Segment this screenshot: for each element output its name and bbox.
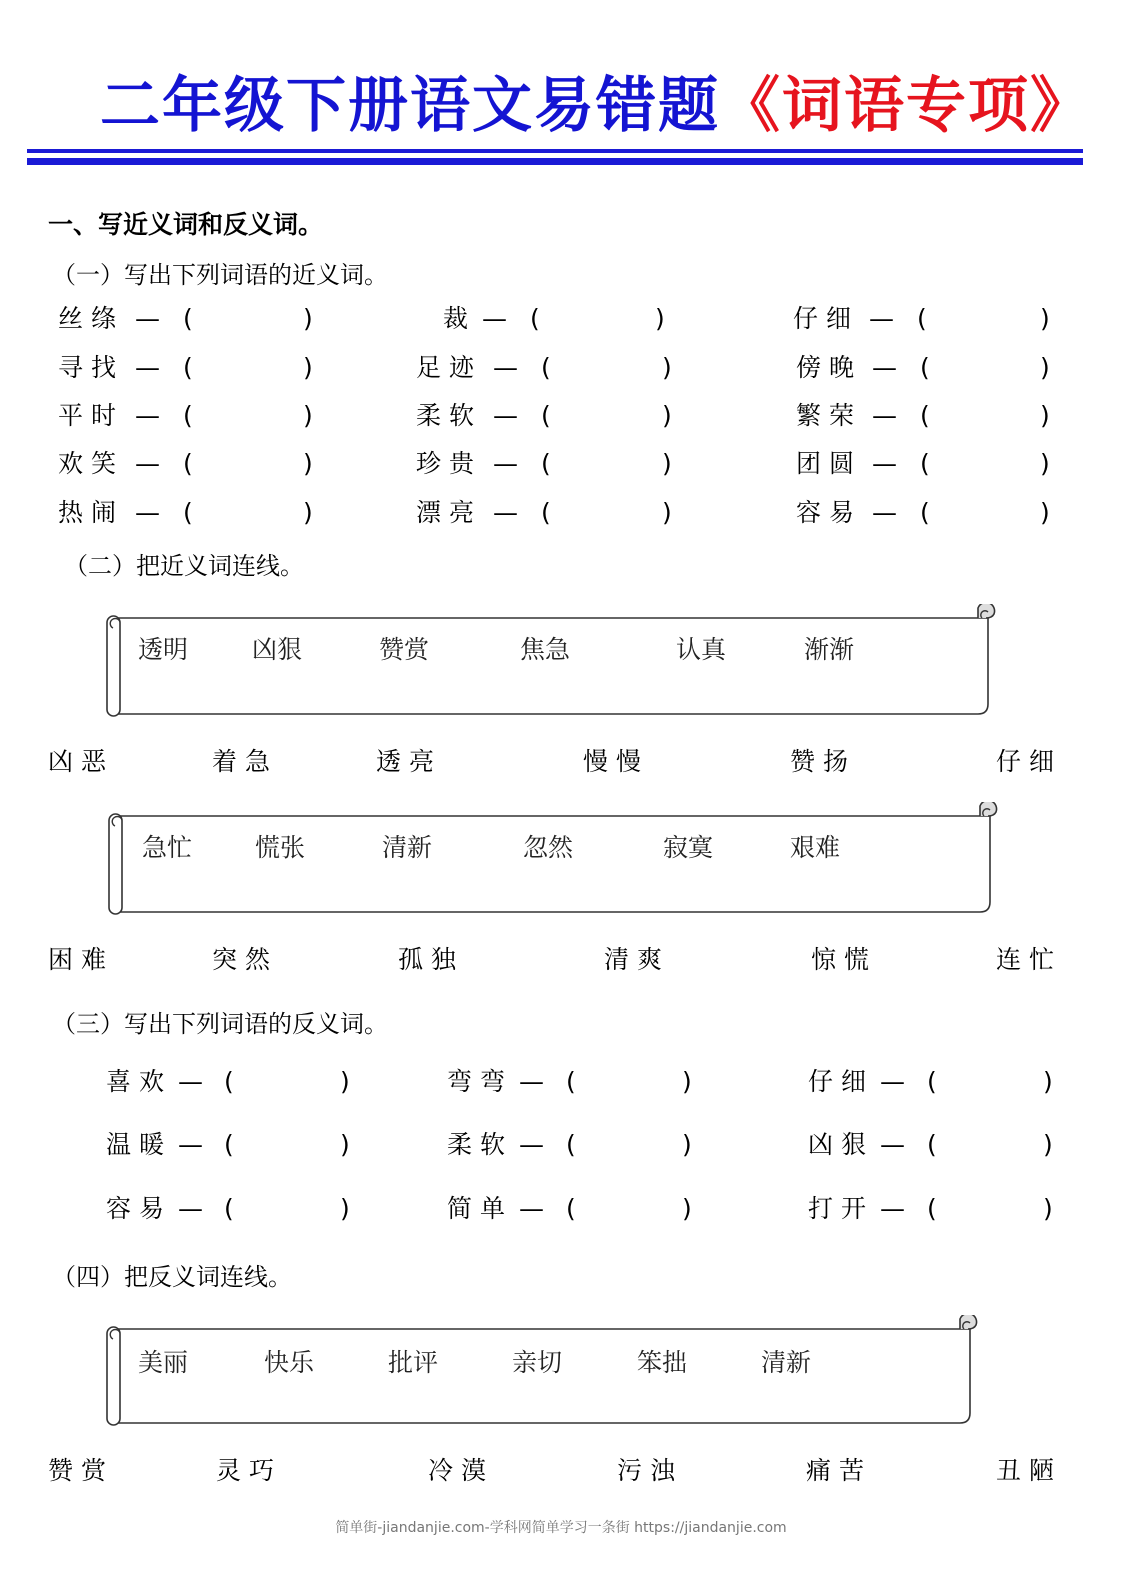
title-rule-thick — [27, 158, 1083, 165]
open-paren: ( — [541, 401, 551, 430]
answer-blank[interactable] — [197, 399, 299, 433]
open-paren: ( — [920, 353, 930, 382]
open-paren: ( — [917, 304, 927, 333]
footer-watermark: 简单街-jiandanjie.com-学科网简单学习一条街 https://jiandanjie.com — [335, 1520, 787, 1536]
scroll-word: 透明 — [138, 635, 189, 664]
answer-blank[interactable] — [941, 1192, 1039, 1226]
answer-blank[interactable] — [941, 1128, 1039, 1162]
word-scroll-1 — [104, 604, 1000, 718]
prompt-word: 仔细 — [793, 304, 860, 333]
close-paren: ) — [1040, 498, 1050, 527]
dash-separator: — — [135, 353, 160, 382]
open-paren: ( — [920, 498, 930, 527]
open-paren: ( — [183, 304, 193, 333]
open-paren: ( — [183, 401, 193, 430]
prompt-word: 喜欢 — [106, 1067, 173, 1096]
dash-separator: — — [135, 304, 160, 333]
match-word-row-2 — [0, 940, 1122, 974]
match-word[interactable]: 着急 — [212, 747, 279, 776]
fill-item — [808, 1128, 1063, 1162]
prompt-word: 凶狠 — [808, 1130, 875, 1159]
fill-item — [58, 399, 323, 433]
open-paren: ( — [541, 353, 551, 382]
open-paren: ( — [920, 401, 930, 430]
prompt-word: 平时 — [58, 401, 125, 430]
match-word[interactable]: 凶恶 — [48, 747, 115, 776]
answer-blank[interactable] — [934, 399, 1039, 433]
dash-separator: — — [872, 353, 897, 382]
prompt-word: 裁 — [443, 304, 477, 333]
page-title — [100, 66, 1092, 146]
fill-item — [416, 496, 672, 530]
match-word[interactable]: 孤独 — [398, 945, 465, 974]
dash-separator: — — [178, 1194, 203, 1223]
scroll-word: 亲切 — [512, 1348, 563, 1377]
dash-separator: — — [872, 449, 897, 478]
match-word-row-1 — [0, 742, 1122, 776]
open-paren: ( — [541, 498, 551, 527]
answer-blank[interactable] — [580, 1065, 678, 1099]
open-paren: ( — [183, 449, 193, 478]
answer-blank[interactable] — [580, 1192, 678, 1226]
part3-heading: （三）写出下列词语的反义词。 — [52, 1010, 388, 1038]
match-word[interactable]: 连忙 — [996, 945, 1063, 974]
scroll-word: 赞赏 — [379, 635, 430, 664]
part1-heading: （一）写出下列词语的近义词。 — [52, 261, 388, 289]
fill-item — [58, 351, 323, 385]
fill-item — [808, 1065, 1063, 1099]
prompt-word: 丝绦 — [58, 304, 125, 333]
open-paren: ( — [927, 1067, 937, 1096]
dash-separator: — — [178, 1067, 203, 1096]
prompt-word: 团圆 — [796, 449, 863, 478]
close-paren: ) — [303, 498, 313, 527]
close-paren: ) — [1040, 449, 1050, 478]
fill-item — [416, 447, 672, 481]
prompt-word: 热闹 — [58, 498, 125, 527]
fill-item — [796, 447, 1063, 481]
answer-blank[interactable] — [517, 399, 624, 433]
answer-blank[interactable] — [517, 351, 624, 385]
answer-blank[interactable] — [934, 351, 1039, 385]
prompt-word: 温暖 — [106, 1130, 173, 1159]
open-paren: ( — [541, 449, 551, 478]
close-paren: ) — [1040, 401, 1050, 430]
dash-separator: — — [872, 498, 897, 527]
scroll-word: 凶狠 — [252, 635, 303, 664]
scroll-word: 渐渐 — [804, 635, 855, 664]
answer-blank[interactable] — [517, 447, 624, 481]
close-paren: ) — [655, 304, 665, 333]
scroll-word: 忽然 — [523, 833, 574, 862]
close-paren: ) — [303, 304, 313, 333]
match-word[interactable]: 清爽 — [604, 945, 671, 974]
close-paren: ) — [303, 449, 313, 478]
section-heading: 一、写近义词和反义词。 — [48, 210, 324, 239]
part2-heading: （二）把近义词连线。 — [64, 552, 304, 580]
scroll-word: 慌张 — [255, 833, 306, 862]
fill-item — [796, 496, 1063, 530]
fill-item — [58, 496, 323, 530]
prompt-word: 容易 — [796, 498, 863, 527]
prompt-word: 欢笑 — [58, 449, 125, 478]
match-word[interactable]: 赞赏 — [48, 1456, 115, 1485]
close-paren: ) — [1043, 1130, 1053, 1159]
prompt-word: 柔软 — [447, 1130, 514, 1159]
close-paren: ) — [1043, 1194, 1053, 1223]
answer-blank[interactable] — [197, 447, 299, 481]
word-scroll-3 — [104, 1315, 982, 1427]
open-paren: ( — [530, 304, 540, 333]
prompt-word: 弯弯 — [447, 1067, 514, 1096]
prompt-word: 柔软 — [416, 401, 483, 430]
answer-blank[interactable] — [931, 302, 1036, 336]
dash-separator: — — [135, 498, 160, 527]
dash-separator: — — [493, 401, 518, 430]
fill-item — [58, 302, 323, 336]
prompt-word: 足迹 — [416, 353, 483, 382]
open-paren: ( — [224, 1130, 234, 1159]
prompt-word: 寻找 — [58, 353, 125, 382]
answer-blank[interactable] — [517, 496, 624, 530]
match-word[interactable]: 透亮 — [376, 747, 443, 776]
fill-item — [796, 351, 1063, 385]
part4-heading: （四）把反义词连线。 — [52, 1263, 292, 1291]
close-paren: ) — [340, 1130, 350, 1159]
match-word[interactable]: 仔细 — [996, 747, 1063, 776]
dash-separator: — — [880, 1194, 905, 1223]
dash-separator: — — [880, 1067, 905, 1096]
dash-separator: — — [869, 304, 894, 333]
open-paren: ( — [566, 1130, 576, 1159]
answer-blank[interactable] — [580, 1128, 678, 1162]
open-paren: ( — [224, 1194, 234, 1223]
open-paren: ( — [920, 449, 930, 478]
open-paren: ( — [224, 1067, 234, 1096]
dash-separator: — — [482, 304, 507, 333]
prompt-word: 容易 — [106, 1194, 173, 1223]
dash-separator: — — [178, 1130, 203, 1159]
match-word[interactable]: 冷漠 — [428, 1456, 495, 1485]
close-paren: ) — [340, 1194, 350, 1223]
match-word[interactable]: 灵巧 — [216, 1456, 283, 1485]
dash-separator: — — [880, 1130, 905, 1159]
answer-blank[interactable] — [238, 1065, 336, 1099]
close-paren: ) — [682, 1067, 692, 1096]
answer-blank[interactable] — [934, 447, 1039, 481]
fill-item — [416, 351, 672, 385]
fill-item — [106, 1128, 360, 1162]
fill-item — [796, 399, 1063, 433]
answer-blank[interactable] — [544, 302, 651, 336]
match-word[interactable]: 困难 — [48, 945, 115, 974]
close-paren: ) — [662, 498, 672, 527]
title-rule-thin — [27, 149, 1083, 153]
dash-separator: — — [135, 449, 160, 478]
match-word[interactable]: 慢慢 — [583, 747, 650, 776]
prompt-word: 简单 — [447, 1194, 514, 1223]
dash-separator: — — [493, 498, 518, 527]
fill-item — [793, 302, 1060, 336]
answer-blank[interactable] — [238, 1192, 336, 1226]
prompt-word: 打开 — [808, 1194, 875, 1223]
scroll-word: 寂寞 — [663, 833, 714, 862]
answer-blank[interactable] — [197, 302, 299, 336]
open-paren: ( — [927, 1194, 937, 1223]
answer-blank[interactable] — [197, 496, 299, 530]
scroll-word: 清新 — [382, 833, 433, 862]
close-paren: ) — [1043, 1067, 1053, 1096]
fill-item — [443, 302, 675, 336]
close-paren: ) — [1040, 353, 1050, 382]
match-word[interactable]: 赞扬 — [790, 747, 857, 776]
scroll-word: 快乐 — [264, 1348, 315, 1377]
open-paren: ( — [566, 1194, 576, 1223]
scroll-word: 认真 — [676, 635, 727, 664]
prompt-word: 珍贵 — [416, 449, 483, 478]
answer-blank[interactable] — [934, 496, 1039, 530]
open-paren: ( — [927, 1130, 937, 1159]
open-paren: ( — [566, 1067, 576, 1096]
match-word-row-3 — [0, 1451, 1122, 1485]
close-paren: ) — [1040, 304, 1050, 333]
answer-blank[interactable] — [197, 351, 299, 385]
match-word[interactable]: 污浊 — [617, 1456, 684, 1485]
open-paren: ( — [183, 498, 193, 527]
answer-blank[interactable] — [941, 1065, 1039, 1099]
title-main: 二年级下册语文易错题 — [100, 71, 720, 141]
dash-separator: — — [493, 353, 518, 382]
close-paren: ) — [682, 1194, 692, 1223]
prompt-word: 傍晚 — [796, 353, 863, 382]
match-word[interactable]: 惊慌 — [811, 945, 878, 974]
scroll-word: 笨拙 — [637, 1348, 688, 1377]
title-highlight: 《词语专项》 — [720, 71, 1092, 141]
scroll-word: 清新 — [761, 1348, 812, 1377]
dash-separator: — — [493, 449, 518, 478]
prompt-word: 漂亮 — [416, 498, 483, 527]
match-word[interactable]: 丑陋 — [996, 1456, 1063, 1485]
close-paren: ) — [662, 353, 672, 382]
close-paren: ) — [303, 353, 313, 382]
close-paren: ) — [662, 401, 672, 430]
fill-item — [447, 1192, 702, 1226]
close-paren: ) — [682, 1130, 692, 1159]
fill-item — [447, 1065, 702, 1099]
fill-item — [58, 447, 323, 481]
match-word[interactable]: 痛苦 — [806, 1456, 873, 1485]
fill-item — [447, 1128, 702, 1162]
close-paren: ) — [340, 1067, 350, 1096]
answer-blank[interactable] — [238, 1128, 336, 1162]
scroll-word: 批评 — [388, 1348, 439, 1377]
dash-separator: — — [519, 1067, 544, 1096]
fill-item — [416, 399, 672, 433]
close-paren: ) — [303, 401, 313, 430]
scroll-word: 艰难 — [790, 833, 841, 862]
dash-separator: — — [135, 401, 160, 430]
prompt-word: 繁荣 — [796, 401, 863, 430]
dash-separator: — — [872, 401, 897, 430]
dash-separator: — — [519, 1194, 544, 1223]
scroll-word: 急忙 — [142, 833, 193, 862]
scroll-word: 焦急 — [520, 635, 571, 664]
scroll-word: 美丽 — [138, 1348, 189, 1377]
fill-item — [106, 1192, 360, 1226]
word-scroll-2 — [106, 802, 1002, 916]
dash-separator: — — [519, 1130, 544, 1159]
close-paren: ) — [662, 449, 672, 478]
prompt-word: 仔细 — [808, 1067, 875, 1096]
fill-item — [106, 1065, 360, 1099]
fill-item — [808, 1192, 1063, 1226]
match-word[interactable]: 突然 — [212, 945, 279, 974]
open-paren: ( — [183, 353, 193, 382]
